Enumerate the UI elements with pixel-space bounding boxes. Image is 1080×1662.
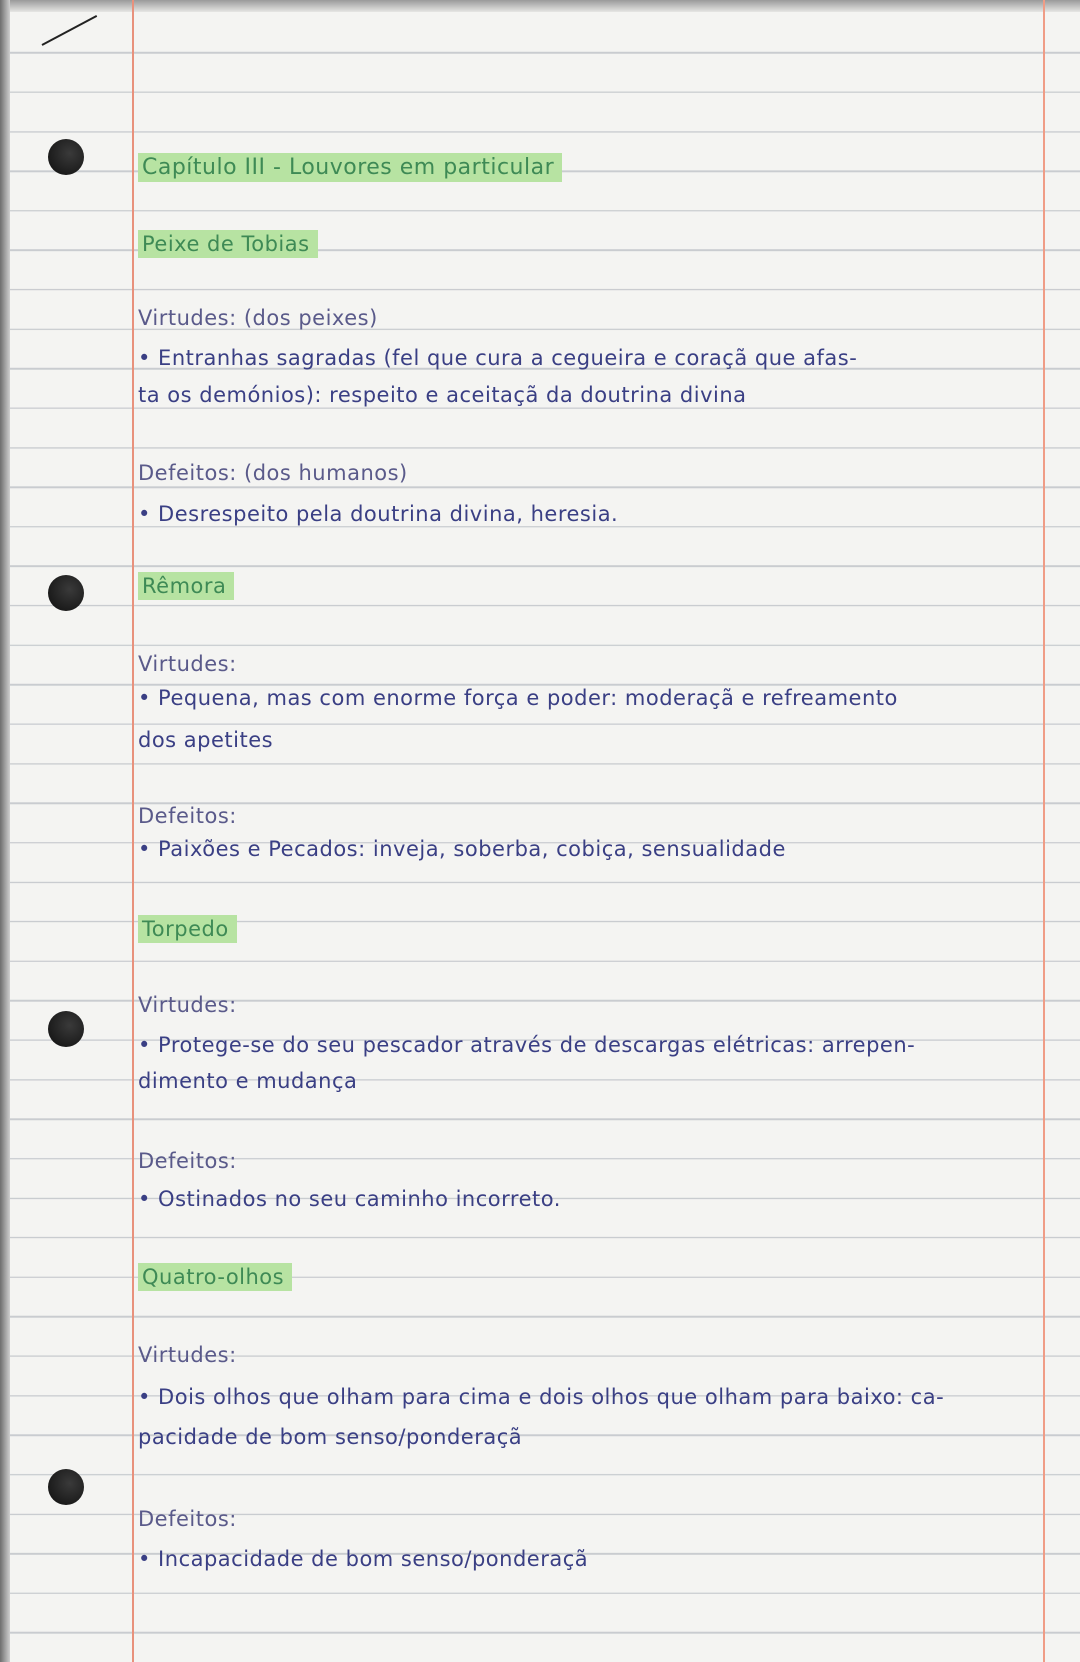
- binder-hole: [48, 575, 84, 611]
- defect-line: • Desrespeito pela doutrina divina, heresia.: [138, 502, 619, 526]
- defect-line: • Incapacidade de bom senso/ponderaçã: [138, 1547, 589, 1571]
- defect-line: • Ostinados no seu caminho incorreto.: [138, 1187, 561, 1211]
- virtues-label: Virtudes:: [138, 652, 237, 676]
- virtue-line: • Protege-se do seu pescador através de descargas elétricas: arrepen-: [138, 1033, 916, 1057]
- virtues-label: Virtudes:: [138, 1343, 237, 1367]
- binder-hole: [48, 139, 84, 175]
- page-edge-shadow-left: [0, 0, 10, 1662]
- section-heading: Peixe de Tobias: [138, 230, 318, 258]
- defect-line: • Paixões e Pecados: inveja, soberba, cobiça, sensualidade: [138, 837, 786, 861]
- right-margin-line: [1043, 0, 1045, 1662]
- page-edge-shadow: [0, 0, 1080, 12]
- chapter-title: Capítulo III - Louvores em particular: [138, 153, 562, 182]
- virtue-line: pacidade de bom senso/ponderaçã: [138, 1425, 523, 1449]
- virtues-label: Virtudes:: [138, 993, 237, 1017]
- defects-label: Defeitos:: [138, 1507, 237, 1531]
- virtue-line: dimento e mudança: [138, 1069, 358, 1093]
- virtue-line: dos apetites: [138, 728, 274, 752]
- section-heading: Rêmora: [138, 572, 234, 600]
- virtue-line: • Dois olhos que olham para cima e dois olhos que olham para baixo: ca-: [138, 1385, 945, 1409]
- virtue-line: • Entranhas sagradas (fel que cura a cegueira e coraçã que afas-: [138, 346, 858, 370]
- defects-label: Defeitos:: [138, 804, 237, 828]
- virtues-label: Virtudes: (dos peixes): [138, 306, 378, 330]
- margin-line: [132, 0, 134, 1662]
- defects-label: Defeitos: (dos humanos): [138, 461, 408, 485]
- defects-label: Defeitos:: [138, 1149, 237, 1173]
- virtue-line: ta os demónios): respeito e aceitaçã da doutrina divina: [138, 383, 747, 407]
- binder-hole: [48, 1469, 84, 1505]
- section-heading: Quatro-olhos: [138, 1263, 292, 1291]
- binder-hole: [48, 1011, 84, 1047]
- section-heading: Torpedo: [138, 915, 237, 943]
- virtue-line: • Pequena, mas com enorme força e poder: moderaçã e refreamento: [138, 686, 898, 710]
